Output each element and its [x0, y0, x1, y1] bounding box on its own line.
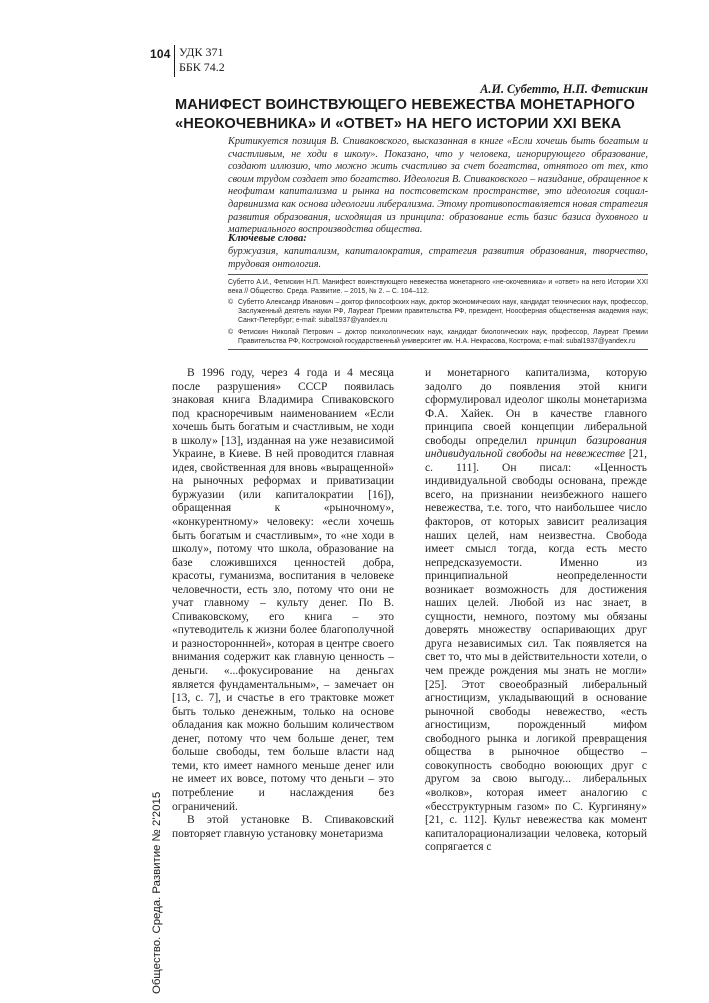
body-paragraph: В 1996 году, через 4 года и 4 месяца после разрушения» СССР появилась знаковая книга Владимира Спиваковского под красноречивым наименованием «Если хочешь быть богатым и счастливым, не ходи в школу» [13], изданная на уже независимой Украине, в Киеве. В ней проводится главная идея, свойственная для вновь «выращенной» на рыночных реформах и приватизации буржуазии (или капиталократии [16]), обращенная к «рыночному», «конкурентному» человеку: «если хочешь быть богатым и счастливым», то «не ходи в школу», потому что школа, образование на базе сложившихся ценностей добра, красоты, гуманизма, воспитания в человеке человечности, есть зло, потому что они не учат главному – культу денег. По В. Спиваковскому, его книга – это «путеводитель к жизни более благополучной и разностороннней», которая в центре своего внимания содержит как главную ценность – деньги. «...фокусирование на деньгах является фундаментальным», – замечает он [13, с. 7], и счастье в его трактовке может быть только денежным, только на основе обладания как можно большим количеством денег, потому что чем больше денег, тем больше свободы, тем больше власти над теми, кто имеет намного меньше денег или не имеет их вовсе, потому что деньги – это потребление и наслаждения без ограничений. — [172, 367, 394, 813]
body-column-left — [172, 367, 394, 841]
abstract: Критикуется позиция В. Спиваковского, высказанная в книге «Если хочешь быть богатым и счастливым, не ходи в школу». Показано, что у человека, игнорирующего образование, создают иллюзию, что можно жить счастливо за счет богатства, отнятого от тех, кто своим трудом создает это богатство. Идеология В. Спиваковского – назидание, обращенное к неофитам капитализма и рынка на постсоветском пространстве, это идеология социал-дарвинизма как основа идеологии либерализма. Этому противопоставляется новая стратегия развития образования, исходящая из принципа: образование есть базис базиса духовного и материального воспроизводства общества. — [228, 136, 648, 236]
udc-code: УДК 371 — [179, 45, 224, 59]
journal-side-label: Общество. Среда. Развитие № 2’2015 — [151, 791, 163, 994]
keywords-text: буржуазия, капитализм, капиталократия, стратегия развития образования, творчество, трудовая онтология. — [228, 246, 648, 270]
article-title: МАНИФЕСТ ВОИНСТВУЮЩЕГО НЕВЕЖЕСТВА МОНЕТАРНОГО «НЕОКОЧЕВНИКА» И «ОТВЕТ» НА НЕГО ИСТОРИИ XXI ВЕКА — [175, 97, 635, 132]
classification-codes — [174, 45, 225, 77]
author-note-text: Фетискин Николай Петрович – доктор психологических наук, кандидат биологических наук, профессор, Лауреат Премии Правительства РФ, Костромской государственный университет им. Н.А. Некрасова, Кострома; e-mail: subal1937@yandex.ru — [238, 329, 648, 346]
author-note-1 — [228, 298, 648, 326]
copyright-icon: © — [228, 329, 234, 336]
body-text: и монетарного капитализма, которую задолго до появления этой книги сформулировал идеолог школы монетаризма Ф.А. Хайек. Он в качестве главного принципа своей концепции либеральной свободы определил — [425, 367, 647, 447]
body-paragraph: В этой установке В. Спиваковский повторяет главную установку монетаризма — [172, 814, 394, 840]
body-column-right — [425, 367, 647, 855]
citation-reference: Субетто А.И., Фетискин Н.П. Манифест воинствующего невежества монетарного «не-окочевника» и «ответ» на него Истории XXI века // Общество. Среда. Развитие. – 2015, № 2. – С. 104–112. — [228, 279, 648, 296]
article-authors: А.И. Субетто, Н.П. Фетискин — [480, 82, 648, 96]
bbk-code: ББК 74.2 — [179, 60, 225, 74]
divider-top — [228, 274, 648, 275]
keywords-heading: Ключевые слова: — [228, 233, 307, 244]
divider-bottom — [228, 349, 648, 350]
author-note-2 — [228, 328, 648, 346]
body-paragraph — [425, 367, 647, 855]
emphasized-text: принцип базирования индивидуальной свободы на невежестве — [425, 434, 647, 461]
copyright-icon: © — [228, 299, 234, 306]
page-number: 104 — [150, 47, 171, 61]
body-text: [21, с. 111]. Он писал: «Ценность индивидуальной свободы основана, прежде всего, на признании неизбежного нашего невежества, т.е. того, что наибольшее число факторов, от которых зависит реализация наших целей, нам неизвестна. Свобода имеет смысл тогда, когда есть место непредсказуемости. Именно из принципиальной неопределенности возникает возможность для достижения наших целей. Любой из нас знает, в сущности, немного, поэтому мы обязаны доверять множеству оспаривающих друг друга независимых сил. Так появляется на свет то, что мы в действительности хотели, о чем прежде рождения мы знать не могли» [25]. Этот своеобразный либеральный агностицизм, укладывающий в основание рыночной свободы невежество, «есть агностицизм, порожденный мифом свободного рынка и логикой превращения общества в рыночное общество – совокупность свободно воюющих друг с другом за свою выгоду... либеральных «волков», которая имеет аналогию с «бесструктурным газом» по С. Кургиняну» [21, с. 112]. Культ невежества как момент капиталорационализации человека, который сопрягается с — [425, 448, 647, 854]
author-note-text: Субетто Александр Иванович – доктор философских наук, доктор экономических наук, кандидат технических наук, профессор, Заслуженный деятель науки РФ, Лауреат Премии правительства РФ, президент, Ноосферная общественная академия наук; Санкт-Петербург; e-mail: subal1937@yandex.ru — [238, 299, 648, 325]
